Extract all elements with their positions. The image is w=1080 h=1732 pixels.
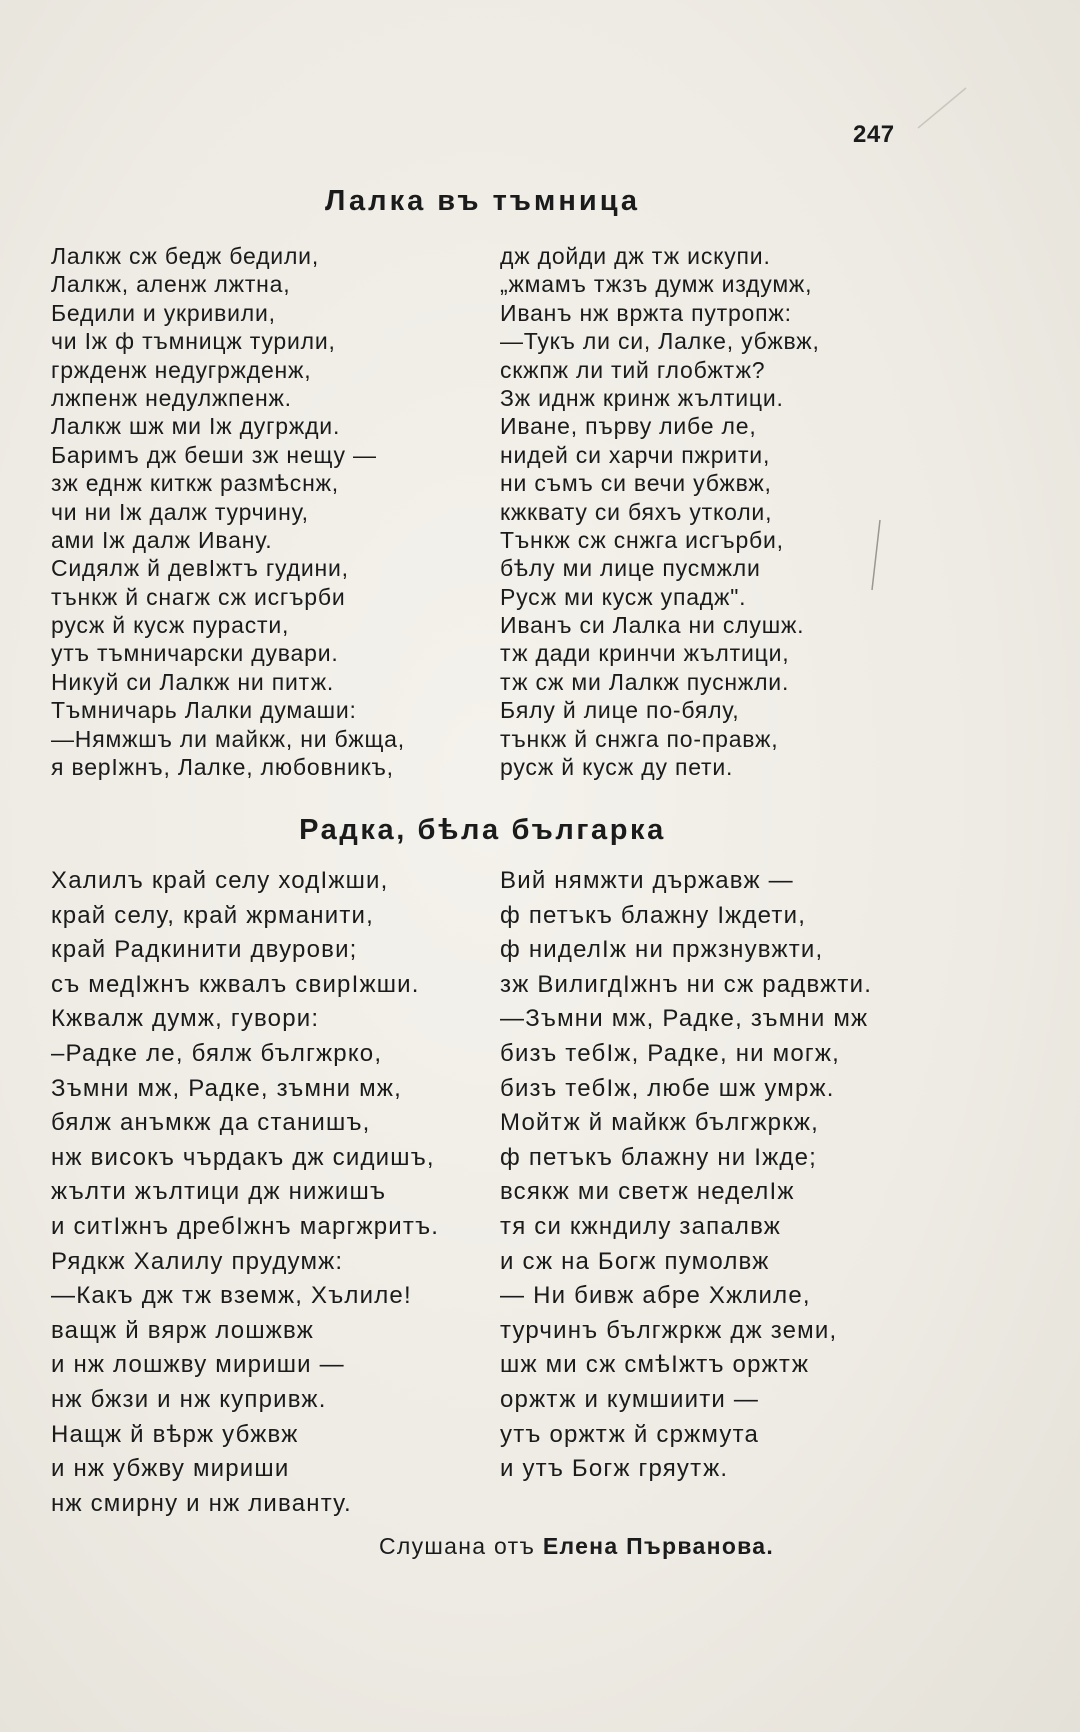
- verse-line: чи Іж ф тъмницж турили,: [51, 328, 336, 355]
- verse-line: край селу, край жрманити,: [51, 901, 375, 929]
- verse-line: нидей си харчи пжрити,: [500, 441, 771, 468]
- verse-line: бялж анъмкж да станишъ,: [51, 1109, 371, 1137]
- verse-line: ф петъкъ блажну Іждети,: [500, 901, 807, 929]
- verse-line: Сидялж й девІжтъ гудини,: [51, 555, 349, 582]
- verse-line: бизъ тебІж, Радке, ни могж,: [500, 1039, 840, 1067]
- verse-line: тънкж й снжга по-правж,: [500, 725, 779, 752]
- verse-line: — Ни бивж абре Хжлиле,: [500, 1282, 811, 1310]
- poem-1-left-column: [51, 242, 405, 781]
- verse-line: —Какъ дж тж вземж, Хълиле!: [51, 1282, 412, 1310]
- verse-line: Иване, първу либе ле,: [500, 413, 757, 440]
- verse-line: всякж ми светж неделІж: [500, 1178, 795, 1206]
- verse-line: Баримъ дж беши зж нещу —: [51, 441, 377, 468]
- poem-title-1: Лалка въ тъмница: [324, 185, 641, 217]
- verse-line: —Тукъ ли си, Лалке, убжвж,: [500, 328, 820, 355]
- verse-line: Зъмни мж, Радке, зъмни мж,: [51, 1074, 402, 1102]
- verse-line: и нж лошжву мириши —: [51, 1351, 345, 1379]
- verse-line: и утъ Богж гряутж.: [500, 1455, 729, 1483]
- verse-line: я верІжнъ, Лалке, любовникъ,: [51, 754, 394, 781]
- verse-line: бѣлу ми лице пусмжли: [500, 555, 761, 582]
- attribution-prefix: Слушана отъ: [379, 1533, 543, 1559]
- verse-line: Вий нямжти държавж —: [500, 867, 794, 894]
- poem-1-right-column: [500, 242, 820, 781]
- verse-line: Лалкж, аленж лжтна,: [51, 271, 291, 298]
- scan-scratch-vertical: [872, 520, 880, 590]
- verse-line: оржтж и кумшиити —: [500, 1385, 760, 1413]
- verse-line: чи ни Іж далж турчину,: [51, 498, 309, 525]
- verse-line: ами Іж далж Ивану.: [51, 526, 273, 553]
- verse-line: Лалкж шж ми Іж дугржди.: [51, 413, 341, 440]
- verse-line: Никуй си Лалкж ни питж.: [51, 668, 335, 695]
- attribution-name: Елена Първанова.: [542, 1533, 775, 1559]
- poem-2-left-column: [51, 864, 439, 1521]
- verse-line: Лалкж сж бедж бедили,: [51, 243, 320, 269]
- verse-line: Зж иднж кринж жълтици.: [500, 384, 784, 411]
- verse-line: Тъмничарь Лалки думаши:: [51, 697, 357, 724]
- verse-line: лжпенж недулжпенж.: [51, 384, 292, 411]
- verse-line: ни съмъ си вечи убжвж,: [500, 470, 772, 497]
- verse-line: съ медІжнъ кжвалъ свирІжши.: [51, 970, 420, 998]
- verse-line: ващж й вярж лошжвж: [51, 1316, 314, 1344]
- verse-line: тънкж й снагж сж исгърби: [51, 583, 346, 610]
- verse-line: и сж на Богж пумолвж: [500, 1247, 770, 1275]
- verse-line: —Нямжшъ ли майкж, ни бжща,: [51, 725, 405, 752]
- verse-line: бизъ тебІж, любе шж умрж.: [500, 1074, 835, 1102]
- verse-line: Иванъ нж вржта путропж:: [500, 299, 792, 326]
- attribution: [379, 1533, 774, 1560]
- verse-line: зж ВилигдІжнъ ни сж радвжти.: [500, 970, 873, 998]
- verse-line: скжпж ли тий глобжтж?: [500, 356, 766, 383]
- verse-line: нж високъ чърдакъ дж сидишъ,: [51, 1143, 435, 1171]
- page-number: 247: [853, 121, 895, 148]
- verse-line: Бялу й лице по-бялу,: [500, 697, 740, 724]
- verse-line: нж бжзи и нж купривж.: [51, 1385, 327, 1413]
- verse-line: край Радкинити двурови;: [51, 936, 358, 964]
- verse-line: утъ оржтж й сржмута: [500, 1420, 760, 1448]
- verse-line: гржденж недугржденж,: [51, 356, 312, 383]
- verse-line: Иванъ си Лалка ни слушж.: [500, 612, 805, 639]
- verse-line: Мойтж й майкж бългжркж,: [500, 1109, 820, 1137]
- verse-line: дж дойди дж тж искупи.: [500, 243, 771, 269]
- verse-line: Халилъ край селу ходІжши,: [51, 867, 389, 894]
- poem-2-right-column: [500, 864, 872, 1487]
- verse-line: кжквату си бяхъ утколи,: [500, 498, 773, 525]
- verse-line: и нж убжву мириши: [51, 1455, 290, 1483]
- verse-line: „жмамъ тжзъ думж издумж,: [500, 271, 813, 298]
- verse-line: тж сж ми Лалкж пуснжли.: [500, 668, 790, 695]
- verse-line: –Радке ле, бялж бългжрко,: [51, 1039, 383, 1067]
- verse-line: тж дади кринчи жълтици,: [500, 640, 790, 667]
- verse-line: шж ми сж смѣІжтъ оржтж: [500, 1351, 810, 1379]
- verse-line: жълти жълтици дж нижишъ: [51, 1178, 387, 1206]
- verse-line: нж смирну и нж ливанту.: [51, 1489, 352, 1517]
- verse-line: Русж ми кусж упаджʺ.: [500, 583, 747, 610]
- verse-line: русж й кусж пурасти,: [51, 612, 290, 639]
- verse-line: и ситІжнъ дребІжнъ маргжритъ.: [51, 1212, 440, 1240]
- verse-line: утъ тъмничарски дувари.: [51, 640, 339, 667]
- verse-line: Нащж й вѣрж убжвж: [51, 1420, 299, 1448]
- verse-line: Рядкж Халилу прудумж:: [51, 1247, 344, 1275]
- verse-line: тя си кжндилу запалвж: [500, 1212, 782, 1240]
- verse-line: ф ниделІж ни пржзнувжти,: [500, 936, 824, 964]
- verse-line: зж еднж киткж размѣснж,: [51, 470, 339, 497]
- verse-line: ф петъкъ блажну ни Іжде;: [500, 1143, 817, 1171]
- poem-title-2: Радка, бѣла българка: [299, 814, 666, 846]
- scan-scratch-diagonal: [918, 88, 966, 128]
- verse-line: Кжвалж думж, гувори:: [51, 1005, 320, 1033]
- verse-line: Бедили и укривили,: [51, 299, 276, 326]
- verse-line: Тънкж сж снжга исгърби,: [500, 526, 784, 553]
- verse-line: русж й кусж ду пети.: [500, 754, 734, 781]
- verse-line: —Зъмни мж, Радке, зъмни мж: [500, 1005, 869, 1033]
- verse-line: турчинъ бългжркж дж земи,: [500, 1316, 838, 1344]
